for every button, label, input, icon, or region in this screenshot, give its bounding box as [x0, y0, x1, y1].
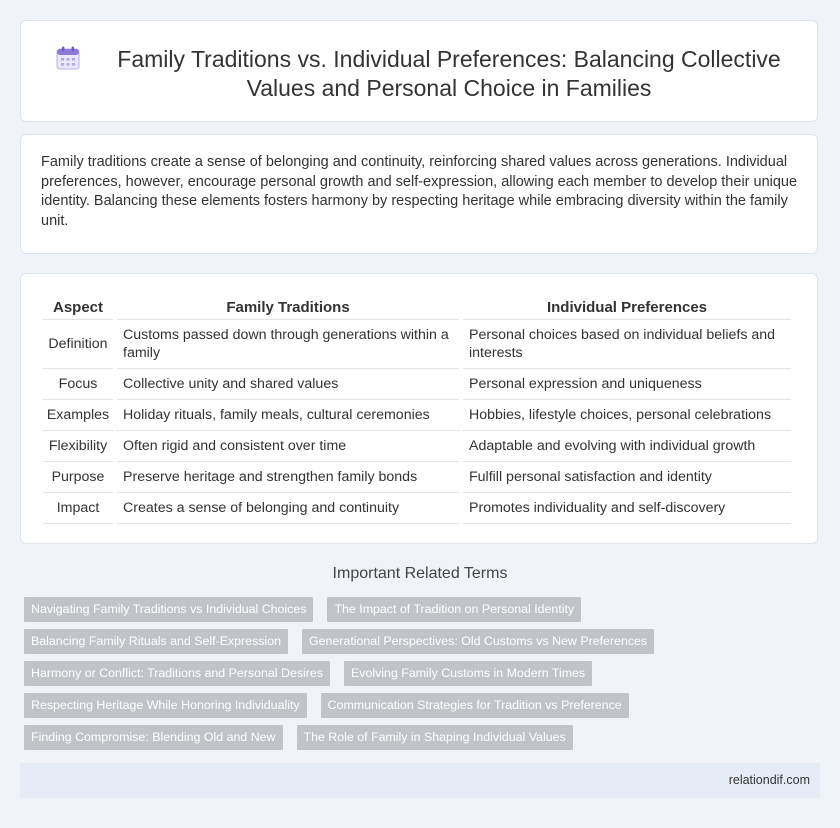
tag-row — [24, 629, 824, 655]
footer-site-link[interactable]: relationdif.com — [728, 773, 810, 787]
row-preferences: Hobbies, lifestyle choices, personal celebrations — [463, 400, 791, 431]
row-traditions: Preserve heritage and strengthen family bonds — [117, 462, 459, 493]
table-row — [43, 493, 791, 524]
related-term-link[interactable]: The Role of Family in Shaping Individual Values — [297, 725, 573, 750]
table-row — [43, 431, 791, 462]
row-preferences: Promotes individuality and self-discovery — [463, 493, 791, 524]
table-row — [43, 369, 791, 400]
row-preferences: Fulfill personal satisfaction and identity — [463, 462, 791, 493]
table-row — [43, 400, 791, 431]
tag-row — [24, 597, 824, 623]
table-header-row — [43, 296, 791, 320]
comparison-table — [39, 296, 795, 524]
related-term-link[interactable]: Navigating Family Traditions vs Individual Choices — [24, 597, 313, 622]
footer — [20, 763, 820, 798]
row-traditions: Customs passed down through generations within a family — [117, 320, 459, 369]
row-traditions: Collective unity and shared values — [117, 369, 459, 400]
header-individual-preferences: Individual Preferences — [463, 296, 791, 320]
tag-row — [24, 693, 824, 719]
intro-paragraph: Family traditions create a sense of belonging and continuity, reinforcing shared values across generations. Individual preferences, however, encourage personal growth and self-expression, allowing each member to develop their unique identity. Balancing these elements fosters harmony by respecting heritage while embracing diversity within the family unit. — [41, 154, 798, 229]
comparison-card — [20, 273, 818, 544]
row-traditions: Holiday rituals, family meals, cultural ceremonies — [117, 400, 459, 431]
row-traditions: Creates a sense of belonging and continuity — [117, 493, 459, 524]
title-card — [20, 20, 818, 122]
table-row — [43, 320, 791, 369]
related-terms-list — [24, 597, 824, 757]
row-aspect: Definition — [43, 320, 113, 369]
related-term-link[interactable]: Harmony or Conflict: Traditions and Personal Desires — [24, 661, 330, 686]
calendar-icon — [55, 45, 81, 71]
tag-row — [24, 661, 824, 687]
row-aspect: Focus — [43, 369, 113, 400]
related-term-link[interactable]: Finding Compromise: Blending Old and New — [24, 725, 283, 750]
related-term-link[interactable]: Generational Perspectives: Old Customs vs New Preferences — [302, 629, 654, 654]
row-aspect: Purpose — [43, 462, 113, 493]
related-term-link[interactable]: Communication Strategies for Tradition vs Preference — [321, 693, 629, 718]
related-term-link[interactable]: Balancing Family Rituals and Self-Expression — [24, 629, 288, 654]
header-aspect: Aspect — [43, 296, 113, 320]
header-family-traditions: Family Traditions — [117, 296, 459, 320]
tag-row — [24, 725, 824, 751]
page-title: Family Traditions vs. Individual Preferences: Balancing Collective Values and Personal Choice in Families — [117, 46, 781, 101]
row-aspect: Flexibility — [43, 431, 113, 462]
row-preferences: Adaptable and evolving with individual growth — [463, 431, 791, 462]
intro-card — [20, 134, 818, 254]
row-preferences: Personal choices based on individual beliefs and interests — [463, 320, 791, 369]
row-preferences: Personal expression and uniqueness — [463, 369, 791, 400]
related-terms-heading: Important Related Terms — [332, 565, 508, 582]
table-row — [43, 462, 791, 493]
row-traditions: Often rigid and consistent over time — [117, 431, 459, 462]
row-aspect: Impact — [43, 493, 113, 524]
related-term-link[interactable]: The Impact of Tradition on Personal Identity — [327, 597, 581, 622]
related-term-link[interactable]: Respecting Heritage While Honoring Individuality — [24, 693, 307, 718]
row-aspect: Examples — [43, 400, 113, 431]
related-term-link[interactable]: Evolving Family Customs in Modern Times — [344, 661, 592, 686]
